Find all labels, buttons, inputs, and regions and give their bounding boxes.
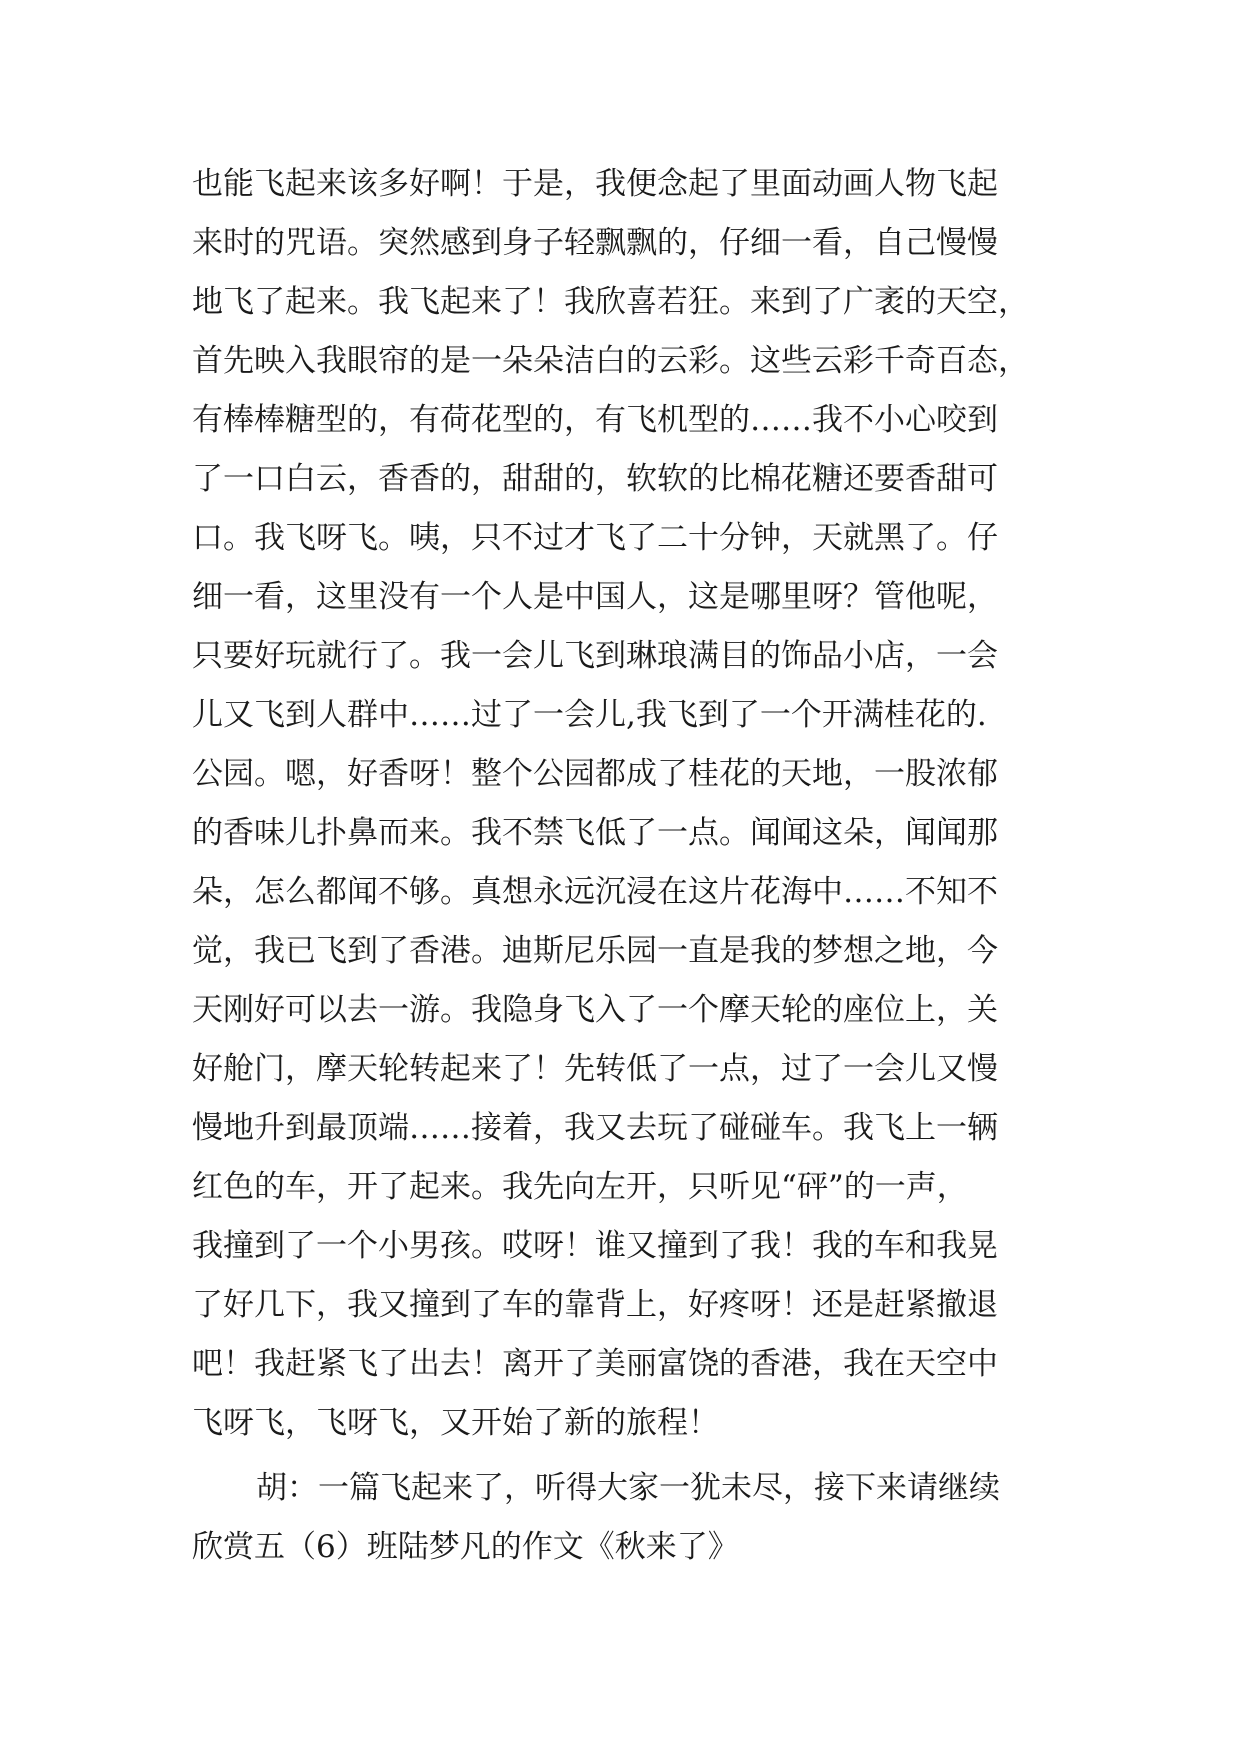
text-line: 的香味儿扑鼻而来。我不禁飞低了一点。闻闻这朵，闻闻那 xyxy=(192,815,998,851)
text-line: 胡：一篇飞起来了，听得大家一犹未尽，接下来请继续 xyxy=(256,1470,1000,1506)
text-line: 细一看，这里没有一个人是中国人，这是哪里呀？管他呢， xyxy=(192,579,998,615)
paragraph-host-remark xyxy=(192,1459,1072,1577)
text-line: 了好几下，我又撞到了车的靠背上，好疼呀！还是赶紧撤退 xyxy=(192,1287,998,1323)
text-line: 慢地升到最顶端……接着，我又去玩了碰碰车。我飞上一辆 xyxy=(192,1110,998,1146)
text-line: 地飞了起来。我飞起来了！我欣喜若狂。来到了广袤的天空， xyxy=(192,284,1029,320)
text-line: 天刚好可以去一游。我隐身飞入了一个摩天轮的座位上，关 xyxy=(192,992,998,1028)
body-text xyxy=(192,155,1072,1577)
text-line: 有棒棒糖型的，有荷花型的，有飞机型的……我不小心咬到 xyxy=(192,402,998,438)
text-line: 公园。嗯，好香呀！整个公园都成了桂花的天地，一股浓郁 xyxy=(192,756,998,792)
text-line: 红色的车，开了起来。我先向左开，只听见“砰”的一声， xyxy=(192,1169,968,1205)
text-line: 了一口白云，香香的，甜甜的，软软的比棉花糖还要香甜可 xyxy=(192,461,998,497)
text-line: 首先映入我眼帘的是一朵朵洁白的云彩。这些云彩千奇百态， xyxy=(192,343,1029,379)
text-line: 只要好玩就行了。我一会儿飞到琳琅满目的饰品小店，一会 xyxy=(192,638,998,674)
text-line: 来时的咒语。突然感到身子轻飘飘的，仔细一看，自己慢慢 xyxy=(192,225,998,261)
text-line: 儿又飞到人群中……过了一会儿,我飞到了一个开满桂花的. xyxy=(192,697,987,733)
text-line: 好舱门，摩天轮转起来了！先转低了一点，过了一会儿又慢 xyxy=(192,1051,998,1087)
paragraph-story xyxy=(192,155,1072,1453)
text-line: 口。我飞呀飞。咦，只不过才飞了二十分钟，天就黑了。仔 xyxy=(192,520,998,556)
text-line: 也能飞起来该多好啊！于是，我便念起了里面动画人物飞起 xyxy=(192,166,998,202)
text-line: 欣赏五（6）班陆梦凡的作文《秋来了》 xyxy=(192,1529,739,1565)
text-line: 朵，怎么都闻不够。真想永远沉浸在这片花海中……不知不 xyxy=(192,874,998,910)
text-line: 飞呀飞，飞呀飞，又开始了新的旅程！ xyxy=(192,1405,719,1441)
text-line: 吧！我赶紧飞了出去！离开了美丽富饶的香港，我在天空中 xyxy=(192,1346,998,1382)
text-line: 我撞到了一个小男孩。哎呀！谁又撞到了我！我的车和我晃 xyxy=(192,1228,998,1264)
text-line: 觉，我已飞到了香港。迪斯尼乐园一直是我的梦想之地，今 xyxy=(192,933,998,969)
